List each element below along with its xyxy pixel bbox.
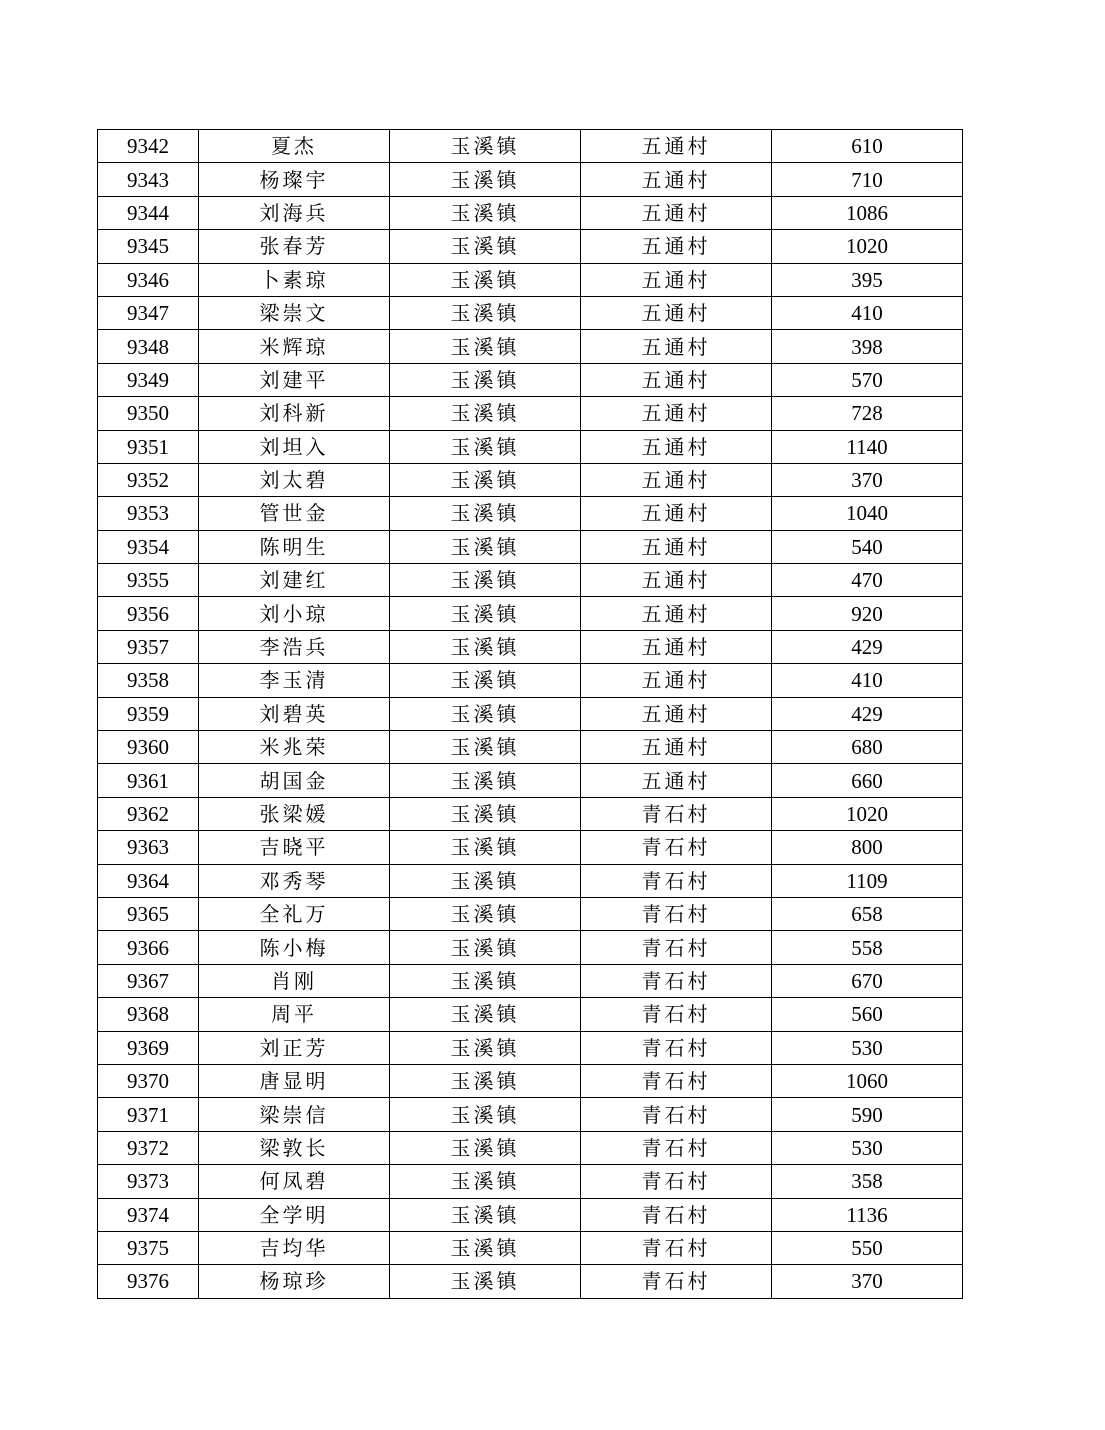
table-row bbox=[98, 163, 963, 196]
cell-village: 五通村 bbox=[581, 564, 772, 597]
cell-village: 五通村 bbox=[581, 196, 772, 229]
cell-amount: 920 bbox=[772, 597, 963, 630]
cell-town: 玉溪镇 bbox=[390, 630, 581, 663]
cell-town: 玉溪镇 bbox=[390, 363, 581, 396]
table-row bbox=[98, 998, 963, 1031]
cell-amount: 370 bbox=[772, 1265, 963, 1298]
cell-village: 青石村 bbox=[581, 1265, 772, 1298]
cell-serial-number: 9345 bbox=[98, 230, 199, 263]
cell-village: 五通村 bbox=[581, 163, 772, 196]
table-row bbox=[98, 697, 963, 730]
cell-person-name: 张梁媛 bbox=[199, 797, 390, 830]
cell-amount: 398 bbox=[772, 330, 963, 363]
cell-village: 五通村 bbox=[581, 731, 772, 764]
cell-serial-number: 9347 bbox=[98, 296, 199, 329]
cell-amount: 1020 bbox=[772, 230, 963, 263]
cell-serial-number: 9361 bbox=[98, 764, 199, 797]
cell-town: 玉溪镇 bbox=[390, 263, 581, 296]
cell-person-name: 胡国金 bbox=[199, 764, 390, 797]
cell-amount: 680 bbox=[772, 731, 963, 764]
cell-town: 玉溪镇 bbox=[390, 597, 581, 630]
table-row bbox=[98, 797, 963, 830]
cell-person-name: 米兆荣 bbox=[199, 731, 390, 764]
cell-town: 玉溪镇 bbox=[390, 797, 581, 830]
cell-amount: 570 bbox=[772, 363, 963, 396]
cell-serial-number: 9353 bbox=[98, 497, 199, 530]
cell-village: 五通村 bbox=[581, 263, 772, 296]
cell-person-name: 刘坦入 bbox=[199, 430, 390, 463]
cell-person-name: 刘正芳 bbox=[199, 1031, 390, 1064]
cell-serial-number: 9376 bbox=[98, 1265, 199, 1298]
cell-person-name: 刘建平 bbox=[199, 363, 390, 396]
cell-serial-number: 9372 bbox=[98, 1131, 199, 1164]
table-row bbox=[98, 196, 963, 229]
cell-town: 玉溪镇 bbox=[390, 697, 581, 730]
cell-village: 青石村 bbox=[581, 1231, 772, 1264]
cell-village: 青石村 bbox=[581, 1031, 772, 1064]
cell-serial-number: 9368 bbox=[98, 998, 199, 1031]
cell-person-name: 刘海兵 bbox=[199, 196, 390, 229]
table-row bbox=[98, 263, 963, 296]
cell-village: 五通村 bbox=[581, 430, 772, 463]
cell-town: 玉溪镇 bbox=[390, 931, 581, 964]
cell-town: 玉溪镇 bbox=[390, 196, 581, 229]
cell-serial-number: 9343 bbox=[98, 163, 199, 196]
cell-amount: 410 bbox=[772, 296, 963, 329]
cell-village: 五通村 bbox=[581, 697, 772, 730]
cell-serial-number: 9354 bbox=[98, 530, 199, 563]
cell-person-name: 管世金 bbox=[199, 497, 390, 530]
table-row bbox=[98, 564, 963, 597]
cell-town: 玉溪镇 bbox=[390, 1265, 581, 1298]
cell-amount: 1086 bbox=[772, 196, 963, 229]
cell-amount: 1040 bbox=[772, 497, 963, 530]
cell-amount: 1060 bbox=[772, 1064, 963, 1097]
table-row bbox=[98, 430, 963, 463]
cell-village: 青石村 bbox=[581, 1131, 772, 1164]
cell-village: 五通村 bbox=[581, 330, 772, 363]
cell-town: 玉溪镇 bbox=[390, 564, 581, 597]
cell-serial-number: 9348 bbox=[98, 330, 199, 363]
cell-amount: 658 bbox=[772, 897, 963, 930]
cell-person-name: 刘碧英 bbox=[199, 697, 390, 730]
table-row bbox=[98, 363, 963, 396]
cell-amount: 410 bbox=[772, 664, 963, 697]
cell-serial-number: 9363 bbox=[98, 831, 199, 864]
cell-village: 五通村 bbox=[581, 296, 772, 329]
cell-serial-number: 9371 bbox=[98, 1098, 199, 1131]
cell-serial-number: 9367 bbox=[98, 964, 199, 997]
cell-village: 青石村 bbox=[581, 998, 772, 1031]
table-row bbox=[98, 463, 963, 496]
cell-amount: 1109 bbox=[772, 864, 963, 897]
cell-person-name: 杨璨宇 bbox=[199, 163, 390, 196]
cell-serial-number: 9349 bbox=[98, 363, 199, 396]
cell-amount: 540 bbox=[772, 530, 963, 563]
cell-amount: 370 bbox=[772, 463, 963, 496]
table-row bbox=[98, 864, 963, 897]
table-row bbox=[98, 964, 963, 997]
cell-town: 玉溪镇 bbox=[390, 831, 581, 864]
cell-village: 五通村 bbox=[581, 597, 772, 630]
table-row bbox=[98, 897, 963, 930]
cell-serial-number: 9362 bbox=[98, 797, 199, 830]
cell-town: 玉溪镇 bbox=[390, 463, 581, 496]
cell-village: 五通村 bbox=[581, 130, 772, 163]
cell-amount: 1136 bbox=[772, 1198, 963, 1231]
cell-village: 青石村 bbox=[581, 797, 772, 830]
cell-amount: 358 bbox=[772, 1165, 963, 1198]
cell-town: 玉溪镇 bbox=[390, 497, 581, 530]
cell-serial-number: 9342 bbox=[98, 130, 199, 163]
cell-person-name: 吉晓平 bbox=[199, 831, 390, 864]
cell-village: 青石村 bbox=[581, 864, 772, 897]
cell-amount: 550 bbox=[772, 1231, 963, 1264]
cell-person-name: 李玉清 bbox=[199, 664, 390, 697]
cell-town: 玉溪镇 bbox=[390, 1198, 581, 1231]
cell-amount: 429 bbox=[772, 630, 963, 663]
table-row bbox=[98, 1131, 963, 1164]
cell-person-name: 陈明生 bbox=[199, 530, 390, 563]
cell-town: 玉溪镇 bbox=[390, 163, 581, 196]
cell-town: 玉溪镇 bbox=[390, 864, 581, 897]
cell-amount: 710 bbox=[772, 163, 963, 196]
cell-town: 玉溪镇 bbox=[390, 897, 581, 930]
cell-town: 玉溪镇 bbox=[390, 1131, 581, 1164]
cell-person-name: 刘小琼 bbox=[199, 597, 390, 630]
table-row bbox=[98, 630, 963, 663]
cell-town: 玉溪镇 bbox=[390, 397, 581, 430]
table-row bbox=[98, 764, 963, 797]
cell-town: 玉溪镇 bbox=[390, 230, 581, 263]
cell-amount: 530 bbox=[772, 1131, 963, 1164]
cell-village: 青石村 bbox=[581, 1098, 772, 1131]
table-row bbox=[98, 130, 963, 163]
cell-village: 青石村 bbox=[581, 831, 772, 864]
cell-town: 玉溪镇 bbox=[390, 731, 581, 764]
cell-serial-number: 9369 bbox=[98, 1031, 199, 1064]
cell-town: 玉溪镇 bbox=[390, 530, 581, 563]
cell-person-name: 刘建红 bbox=[199, 564, 390, 597]
cell-serial-number: 9373 bbox=[98, 1165, 199, 1198]
data-table bbox=[97, 129, 963, 1299]
cell-amount: 660 bbox=[772, 764, 963, 797]
cell-person-name: 梁崇文 bbox=[199, 296, 390, 329]
cell-serial-number: 9360 bbox=[98, 731, 199, 764]
cell-serial-number: 9356 bbox=[98, 597, 199, 630]
table-row bbox=[98, 230, 963, 263]
cell-town: 玉溪镇 bbox=[390, 1031, 581, 1064]
cell-amount: 429 bbox=[772, 697, 963, 730]
cell-serial-number: 9375 bbox=[98, 1231, 199, 1264]
cell-person-name: 吉均华 bbox=[199, 1231, 390, 1264]
cell-village: 青石村 bbox=[581, 1165, 772, 1198]
cell-serial-number: 9350 bbox=[98, 397, 199, 430]
cell-town: 玉溪镇 bbox=[390, 296, 581, 329]
table-row bbox=[98, 1165, 963, 1198]
cell-person-name: 张春芳 bbox=[199, 230, 390, 263]
cell-person-name: 卜素琼 bbox=[199, 263, 390, 296]
cell-village: 五通村 bbox=[581, 664, 772, 697]
cell-town: 玉溪镇 bbox=[390, 430, 581, 463]
table-row bbox=[98, 831, 963, 864]
cell-person-name: 刘科新 bbox=[199, 397, 390, 430]
cell-person-name: 肖刚 bbox=[199, 964, 390, 997]
cell-serial-number: 9366 bbox=[98, 931, 199, 964]
cell-person-name: 刘太碧 bbox=[199, 463, 390, 496]
cell-amount: 610 bbox=[772, 130, 963, 163]
table-row bbox=[98, 530, 963, 563]
cell-serial-number: 9346 bbox=[98, 263, 199, 296]
table-row bbox=[98, 1231, 963, 1264]
cell-person-name: 全学明 bbox=[199, 1198, 390, 1231]
cell-person-name: 周平 bbox=[199, 998, 390, 1031]
cell-serial-number: 9359 bbox=[98, 697, 199, 730]
table-row bbox=[98, 664, 963, 697]
cell-village: 青石村 bbox=[581, 1198, 772, 1231]
cell-serial-number: 9374 bbox=[98, 1198, 199, 1231]
cell-serial-number: 9351 bbox=[98, 430, 199, 463]
cell-village: 五通村 bbox=[581, 630, 772, 663]
cell-village: 五通村 bbox=[581, 230, 772, 263]
cell-person-name: 杨琼珍 bbox=[199, 1265, 390, 1298]
cell-person-name: 全礼万 bbox=[199, 897, 390, 930]
cell-serial-number: 9370 bbox=[98, 1064, 199, 1097]
cell-amount: 590 bbox=[772, 1098, 963, 1131]
table-row bbox=[98, 1064, 963, 1097]
cell-person-name: 梁敦长 bbox=[199, 1131, 390, 1164]
cell-amount: 670 bbox=[772, 964, 963, 997]
cell-village: 青石村 bbox=[581, 964, 772, 997]
cell-amount: 1140 bbox=[772, 430, 963, 463]
cell-person-name: 邓秀琴 bbox=[199, 864, 390, 897]
table-row bbox=[98, 296, 963, 329]
cell-town: 玉溪镇 bbox=[390, 1098, 581, 1131]
cell-village: 五通村 bbox=[581, 764, 772, 797]
cell-person-name: 陈小梅 bbox=[199, 931, 390, 964]
cell-village: 五通村 bbox=[581, 497, 772, 530]
cell-amount: 800 bbox=[772, 831, 963, 864]
cell-serial-number: 9344 bbox=[98, 196, 199, 229]
cell-town: 玉溪镇 bbox=[390, 998, 581, 1031]
table-row bbox=[98, 931, 963, 964]
document-page bbox=[97, 129, 963, 1299]
table-row bbox=[98, 397, 963, 430]
cell-town: 玉溪镇 bbox=[390, 130, 581, 163]
cell-town: 玉溪镇 bbox=[390, 964, 581, 997]
table-row bbox=[98, 1031, 963, 1064]
cell-person-name: 夏杰 bbox=[199, 130, 390, 163]
cell-serial-number: 9355 bbox=[98, 564, 199, 597]
cell-amount: 1020 bbox=[772, 797, 963, 830]
cell-person-name: 梁崇信 bbox=[199, 1098, 390, 1131]
cell-village: 青石村 bbox=[581, 931, 772, 964]
cell-person-name: 李浩兵 bbox=[199, 630, 390, 663]
cell-village: 青石村 bbox=[581, 897, 772, 930]
cell-serial-number: 9358 bbox=[98, 664, 199, 697]
table-row bbox=[98, 731, 963, 764]
cell-serial-number: 9365 bbox=[98, 897, 199, 930]
table-row bbox=[98, 1198, 963, 1231]
cell-village: 五通村 bbox=[581, 530, 772, 563]
cell-village: 五通村 bbox=[581, 397, 772, 430]
table-row bbox=[98, 1265, 963, 1298]
cell-town: 玉溪镇 bbox=[390, 330, 581, 363]
cell-amount: 558 bbox=[772, 931, 963, 964]
table-body bbox=[98, 130, 963, 1299]
cell-town: 玉溪镇 bbox=[390, 664, 581, 697]
cell-amount: 395 bbox=[772, 263, 963, 296]
table-row bbox=[98, 597, 963, 630]
cell-serial-number: 9364 bbox=[98, 864, 199, 897]
cell-village: 五通村 bbox=[581, 363, 772, 396]
cell-village: 青石村 bbox=[581, 1064, 772, 1097]
table-row bbox=[98, 497, 963, 530]
cell-town: 玉溪镇 bbox=[390, 1064, 581, 1097]
cell-village: 五通村 bbox=[581, 463, 772, 496]
cell-amount: 530 bbox=[772, 1031, 963, 1064]
cell-serial-number: 9352 bbox=[98, 463, 199, 496]
cell-person-name: 米辉琼 bbox=[199, 330, 390, 363]
cell-amount: 470 bbox=[772, 564, 963, 597]
cell-town: 玉溪镇 bbox=[390, 1231, 581, 1264]
table-row bbox=[98, 330, 963, 363]
cell-town: 玉溪镇 bbox=[390, 1165, 581, 1198]
cell-person-name: 何凤碧 bbox=[199, 1165, 390, 1198]
cell-amount: 560 bbox=[772, 998, 963, 1031]
cell-person-name: 唐显明 bbox=[199, 1064, 390, 1097]
cell-amount: 728 bbox=[772, 397, 963, 430]
table-row bbox=[98, 1098, 963, 1131]
cell-serial-number: 9357 bbox=[98, 630, 199, 663]
cell-town: 玉溪镇 bbox=[390, 764, 581, 797]
